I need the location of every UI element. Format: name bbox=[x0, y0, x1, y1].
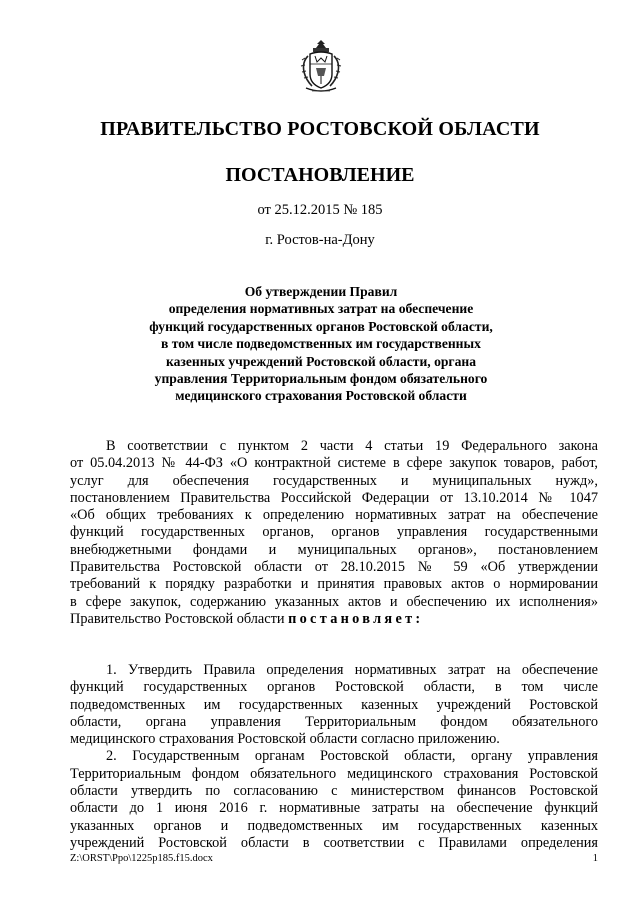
subject-line: Об утверждении Правил bbox=[244, 284, 398, 299]
item-line: указанных органов и подведомственных им государственных казенных bbox=[70, 817, 598, 834]
item-line: области, органа управления Территориальным фондом обязательного bbox=[70, 713, 598, 730]
subject-line: функций государственных органов Ростовской области, bbox=[149, 318, 493, 334]
preamble-line: Правительства Ростовской области от 28.10.2015 № 59 «Об утверждении bbox=[70, 559, 598, 576]
item-line: области до 1 июня 2016 г. нормативные затраты на обеспечение функций bbox=[70, 800, 598, 817]
preamble-line: требований к порядку разработки и принятия правовых актов о нормировании bbox=[70, 576, 598, 593]
preamble-line: в сфере закупок, содержанию указанных актов и обеспечению их исполнения» bbox=[70, 593, 598, 610]
preamble-line: услуг для обеспечения государственных и муниципальных нужд», bbox=[70, 472, 598, 489]
preamble-line: от 05.04.2013 № 44-ФЗ «О контрактной системе в сфере закупок товаров, работ, bbox=[70, 455, 598, 472]
subject-line: медицинского страхования Ростовской области bbox=[175, 388, 467, 404]
subject-heading bbox=[120, 283, 522, 405]
preamble-line: В соответствии с пунктом 2 части 4 статьи 19 Федерального закона bbox=[106, 438, 598, 454]
decree-items bbox=[70, 662, 598, 852]
item-line: области утвердить по согласованию с министерством финансов Ростовской bbox=[70, 783, 598, 800]
item-line: функций государственных органов Ростовской области, в том числе bbox=[70, 679, 598, 696]
preamble-line: функций государственных органов, органов управления государственными bbox=[70, 524, 598, 541]
item-line: 2. Государственным органам Ростовской области, органу управления bbox=[106, 748, 598, 765]
coat-of-arms-emblem bbox=[296, 36, 346, 96]
date-number-line: от 25.12.2015 № 185 bbox=[257, 202, 383, 218]
document-type-title: ПОСТАНОВЛЕНИЕ bbox=[225, 164, 415, 186]
organization-title: ПРАВИТЕЛЬСТВО РОСТОВСКОЙ ОБЛАСТИ bbox=[100, 118, 540, 140]
preamble-paragraph bbox=[70, 438, 598, 628]
subject-line: управления Территориальным фондом обязательного bbox=[154, 371, 488, 387]
preamble-line: постановлением Правительства Российской Федерации от 13.10.2014 № 1047 bbox=[70, 489, 598, 506]
item-line: учреждений Ростовской области в соответствии с Правилами определения bbox=[70, 834, 598, 851]
item-line: 1. Утвердить Правила определения нормативных затрат на обеспечение bbox=[106, 662, 598, 678]
preamble-line: внебюджетными фондами и муниципальных органов», постановлением bbox=[70, 541, 598, 558]
subject-line: в том числе подведомственных им государственных bbox=[161, 336, 481, 352]
footer-file-path: Z:\ORST\Ppo\1225p185.f15.docx bbox=[70, 853, 213, 864]
decree-word: постановляет: bbox=[288, 610, 424, 627]
subject-line: казенных учреждений Ростовской области, органа bbox=[165, 353, 477, 369]
item-line: медицинского страхования Ростовской области согласно приложению. bbox=[70, 731, 500, 748]
preamble-line: «Об общих требованиях к определению нормативных затрат на обеспечение bbox=[70, 507, 598, 524]
item-line: Территориальным фондом обязательного медицинского страхования Ростовской bbox=[70, 765, 598, 782]
city-line: г. Ростов-на-Дону bbox=[265, 232, 375, 248]
footer-page-number: 1 bbox=[592, 853, 598, 864]
subject-line: определения нормативных затрат на обеспечение bbox=[168, 301, 474, 317]
item-line: подведомственных им государственных казенных учреждений Ростовской bbox=[70, 696, 598, 713]
preamble-final-line bbox=[70, 611, 598, 628]
preamble-government-text: Правительство Ростовской области bbox=[70, 610, 289, 627]
